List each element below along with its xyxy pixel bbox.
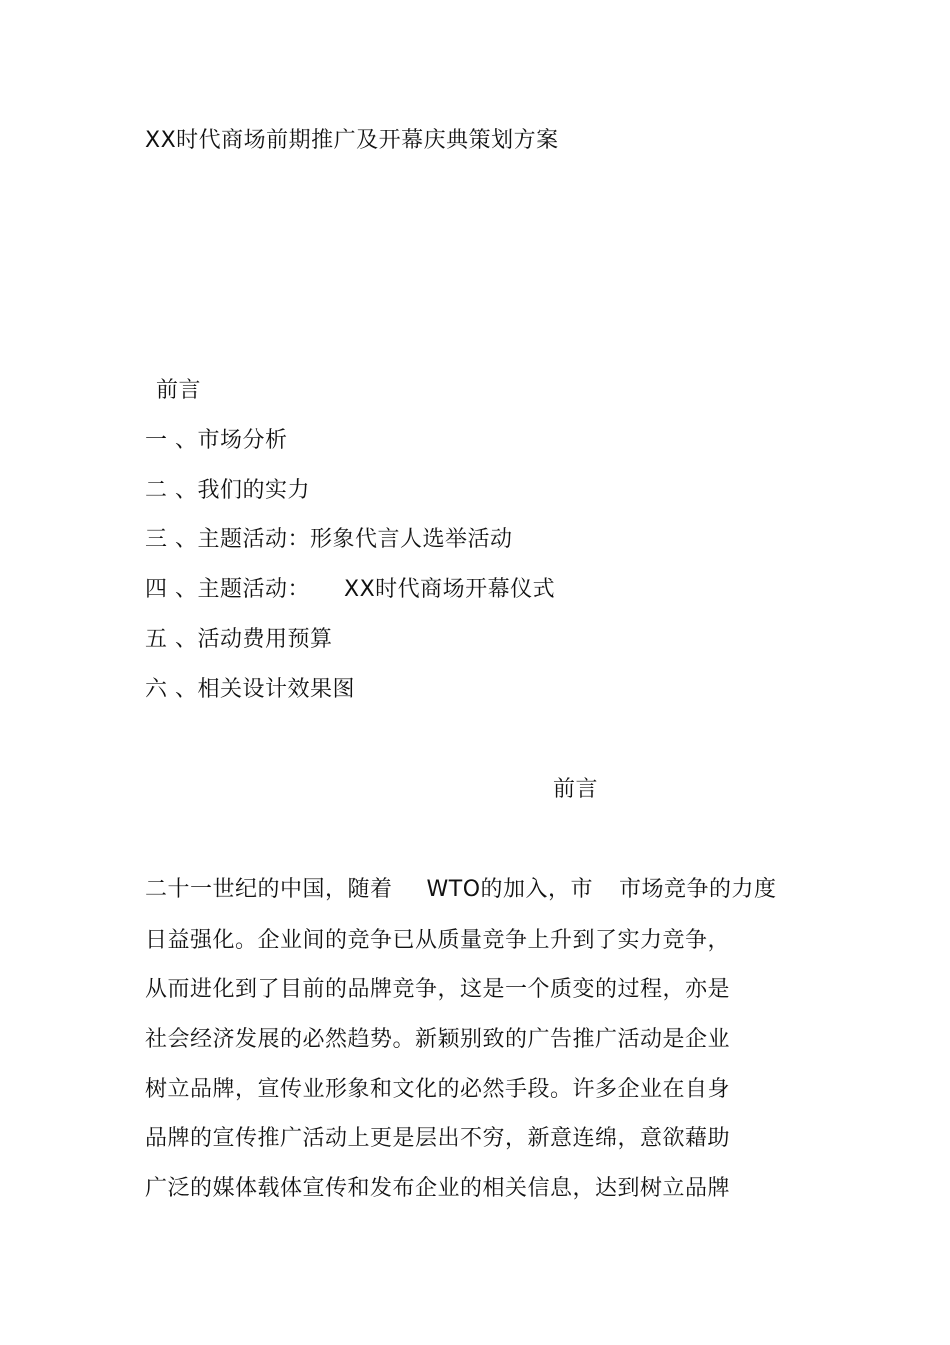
body-paragraph-line: 从而进化到了目前的品牌竞争，这是一个质变的过程，亦是 <box>145 977 731 1002</box>
toc-heading: 前言 <box>156 378 202 403</box>
toc-item-design-renderings: 六 、相关设计效果图 <box>145 677 355 702</box>
toc-item-opening-ceremony-prefix: 四 、主题活动： <box>145 577 310 602</box>
body-paragraph-line: 社会经济发展的必然趋势。新颖别致的广告推广活动是企业 <box>145 1027 731 1052</box>
toc-item-spokesperson-election: 三 、主题活动：形象代言人选举活动 <box>145 527 513 552</box>
body-paragraph-line <box>145 877 777 903</box>
body-paragraph-line: 品牌的宣传推广活动上更是层出不穷，新意连绵，意欲藉助 <box>145 1126 731 1151</box>
toc-item-our-strength: 二 、我们的实力 <box>145 478 310 503</box>
toc-item-opening-ceremony-suffix: XX时代商场开幕仪式 <box>344 577 556 602</box>
body-line-1-part-2: WTO的加入，市 <box>426 877 594 902</box>
body-paragraph-line: 日益强化。企业间的竞争已从质量竞争上升到了实力竞争， <box>145 928 731 953</box>
body-line-1-part-1: 二十一世纪的中国，随着 <box>145 877 393 902</box>
toc-item-opening-ceremony <box>145 577 555 603</box>
body-paragraph-line: 广泛的媒体载体宣传和发布企业的相关信息，达到树立品牌 <box>145 1176 731 1201</box>
body-paragraph-line: 树立品牌，宣传业形象和文化的必然手段。许多企业在自身 <box>145 1077 731 1102</box>
toc-item-market-analysis: 一 、市场分析 <box>145 428 288 453</box>
document-title: XX时代商场前期推广及开幕庆典策划方案 <box>145 128 559 153</box>
section-heading: 前言 <box>553 777 599 802</box>
toc-item-budget: 五 、活动费用预算 <box>145 627 333 652</box>
body-line-1-part-3: 市场竞争的力度 <box>619 877 777 902</box>
